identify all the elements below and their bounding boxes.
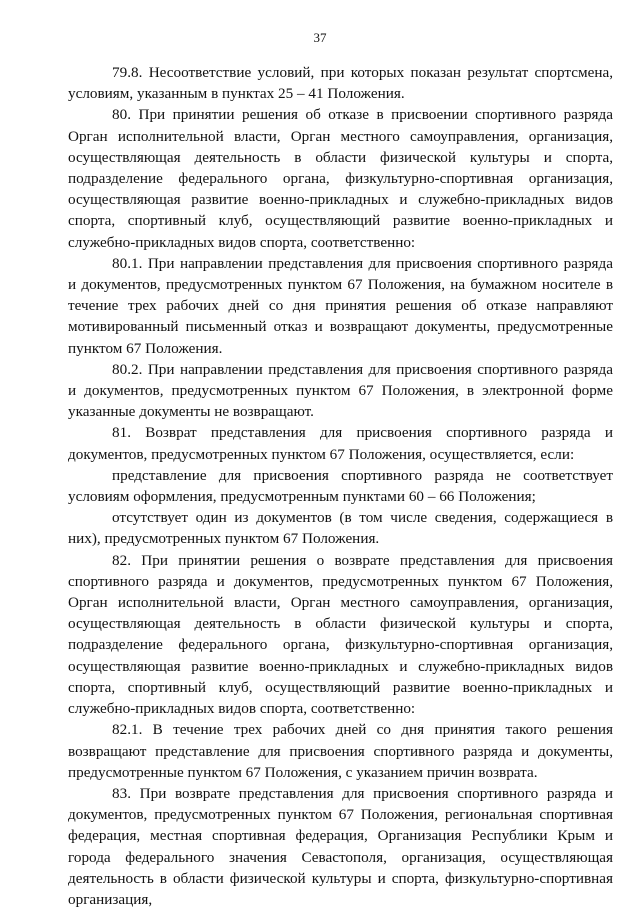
paragraph-83: 83. При возврате представления для присвоения спортивного разряда и документов, предусмотренных пунктом 67 Положения, региональная спортивная федерация, местная спортивная федерация, Организация Республики Крым и города федерального значения Севастополя, организация, осуществляющая деятельность в области физической культуры и спорта, физкультурно-спортивная организация, — [68, 784, 613, 908]
paragraph-81-condition-1: представление для присвоения спортивного разряда не соответствует условиям оформления, предусмотренным пунктами 60 – 66 Положения; — [68, 466, 613, 506]
paragraph-80-1: 80.1. При направлении представления для присвоения спортивного разряда и документов, предусмотренных пунктом 67 Положения, на бумажном носителе в течение трех рабочих дней со дня принятия решения об отказе направляют мотивированный письменный отказ и возвращают документы, предусмотренные пунктом 67 Положения. — [68, 254, 613, 357]
paragraph-81: 81. Возврат представления для присвоения спортивного разряда и документов, предусмотренных пунктом 67 Положения, осуществляется, если: — [68, 424, 613, 463]
page-number: 37 — [313, 30, 327, 45]
paragraph-79-8: 79.8. Несоответствие условий, при которых показан результат спортсмена, условиям, указанным в пунктах 25 – 41 Положения. — [68, 64, 613, 103]
paragraph-82-1: 82.1. В течение трех рабочих дней со дня принятия такого решения возвращают представление для присвоения спортивного разряда и документы, предусмотренные пунктом 67 Положения, с указанием причин возврата. — [68, 721, 613, 781]
document-body — [68, 62, 613, 910]
paragraph-80-2: 80.2. При направлении представления для присвоения спортивного разряда и документов, предусмотренных пунктом 67 Положения, в электронной форме указанные документы не возвращают. — [68, 360, 613, 421]
paragraph-81-condition-2: отсутствует один из документов (в том числе сведения, содержащиеся в них), предусмотренных пунктом 67 Положения. — [68, 509, 613, 548]
paragraph-80: 80. При принятии решения об отказе в присвоении спортивного разряда Орган исполнительной власти, Орган местного самоуправления, организация, осуществляющая деятельность в области физической культуры и спорта, подразделение федерального органа, физкультурно-спортивная организация, осуществляющая развитие военно-прикладных и служебно-прикладных видов спорта, спортивный клуб, осуществляющий развитие военно-прикладных и служебно-прикладных видов спорта, соответственно: — [68, 106, 613, 251]
paragraph-82: 82. При принятии решения о возврате представления для присвоения спортивного разряда и документов, предусмотренных пунктом 67 Положения, Орган исполнительной власти, Орган местного самоуправления, организация, осуществляющая деятельность в области физической культуры и спорта, подразделение федерального органа, физкультурно-спортивная организация, осуществляющая развитие военно-прикладных и служебно-прикладных видов спорта, спортивный клуб, осуществляющий развитие военно-прикладных и служебно-прикладных видов спорта, соответственно: — [68, 551, 613, 718]
